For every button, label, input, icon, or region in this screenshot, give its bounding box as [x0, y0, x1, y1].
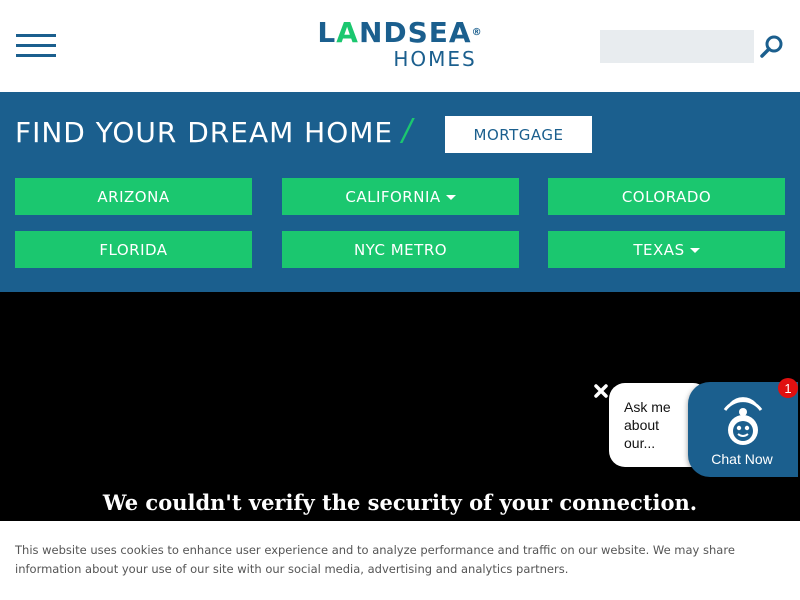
state-button-colorado[interactable] [548, 178, 785, 215]
caret-down-icon [690, 248, 700, 253]
hamburger-menu-icon[interactable] [16, 34, 56, 58]
chat-prompt-line: our... [624, 435, 656, 451]
state-label: COLORADO [621, 187, 712, 206]
state-button-texas[interactable] [548, 231, 785, 268]
mortgage-button[interactable]: MORTGAGE [445, 116, 592, 153]
caret-down-icon [446, 195, 456, 200]
finder-title: FIND YOUR DREAM HOME [15, 116, 394, 149]
connection-error-message: We couldn't verify the security of your connection. [102, 490, 698, 515]
search-input[interactable] [600, 30, 754, 63]
chat-robot-icon [721, 390, 765, 446]
home-finder-panel [0, 92, 800, 292]
state-label: TEXAS [633, 240, 685, 259]
site-header [0, 0, 800, 92]
title-slash-accent: / [402, 113, 413, 148]
chat-now-label: Chat Now [711, 451, 773, 467]
state-button-arizona[interactable] [15, 178, 252, 215]
chat-prompt-line: Ask me [624, 399, 671, 415]
state-button-florida[interactable] [15, 231, 252, 268]
chat-prompt-line: about [624, 417, 660, 433]
logo-subtext: HOMES [393, 47, 477, 71]
notification-badge: 1 [778, 378, 798, 398]
logo-wordmark: LANDSEA® [317, 16, 483, 49]
search-icon[interactable] [760, 34, 784, 58]
state-label: CALIFORNIA [345, 187, 441, 206]
state-button-california[interactable] [282, 178, 519, 215]
cookie-banner [0, 521, 800, 600]
cookie-notice-text: This website uses cookies to enhance user experience and to analyze performance and traffic on our website. We may share information about your use of our site with our social media, advertising and analytics partners. [15, 543, 735, 576]
state-label: NYC METRO [353, 240, 448, 259]
state-label: FLORIDA [99, 240, 168, 259]
landsea-homes-logo[interactable] [300, 18, 500, 74]
close-icon[interactable] [593, 383, 609, 399]
state-label: ARIZONA [97, 187, 170, 206]
state-button-nyc-metro[interactable] [282, 231, 519, 268]
